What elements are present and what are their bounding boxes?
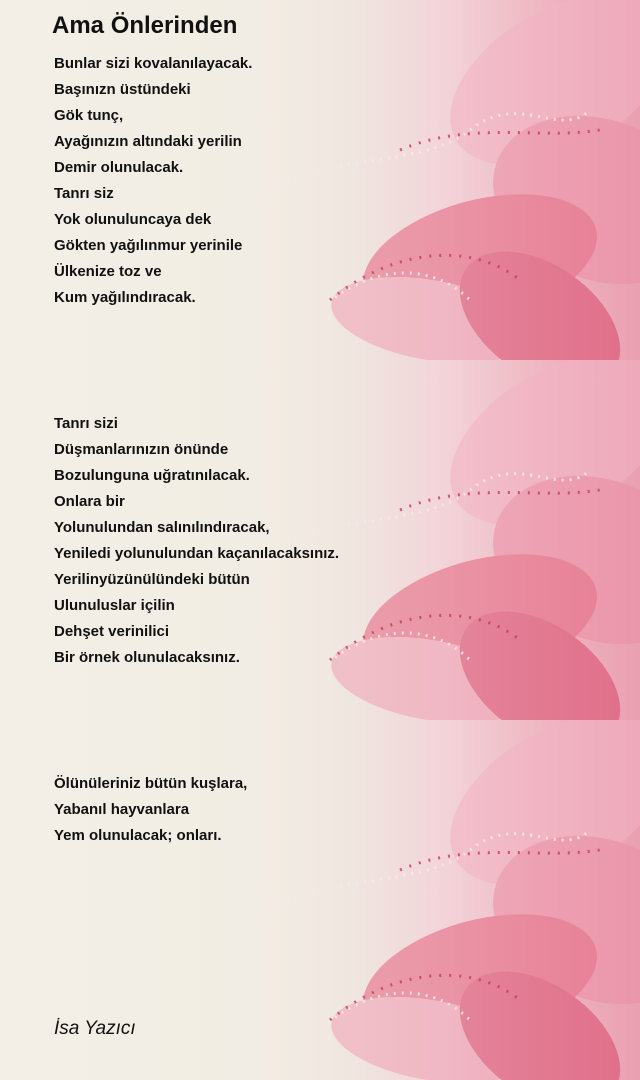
poem-line: Tanrı sizi [54,415,118,432]
poem-title: Ama Önlerinden [52,12,238,39]
poem-line: Başınızn üstündeki [54,81,191,98]
poem-line: Dehşet verinilici [54,623,170,640]
poem-line: Yeniledi yolunulundan kaçanılacaksınız. [54,545,340,562]
poem-line: Gökten yağılınmur yerinile [54,237,243,254]
poem-line: Yerilinyüzünülündeki bütün [54,571,250,588]
poem-line: Ülkenize toz ve [54,263,162,280]
poem-line: Yolunulundan salınılındıracak, [54,519,270,536]
poem-line: Gök tunç, [54,107,124,124]
poem-line: Onlara bir [54,493,125,510]
stanza-3 [54,771,247,849]
poem-line: Ölünüleriniz bütün kuşlara, [54,775,248,792]
poem-line: Bir örnek olunulacaksınız. [54,649,240,666]
poem-line: Yem olunulacak; onları. [54,827,222,844]
poem-line: Ayağınızın altındaki yerilin [54,133,242,150]
poem-line: Demir olunulacak. [54,159,184,176]
poem-line: Bozulunguna uğratınılacak. [54,467,250,484]
poem-line: Bunlar sizi kovalanılayacak. [54,55,253,72]
poem-line: Kum yağılındıracak. [54,289,196,306]
poem-line: Yabanıl hayvanlara [54,801,190,818]
poem-line: Ulunuluslar içilin [54,597,175,614]
stanza-1 [54,51,252,311]
poem-line: Yok olunuluncaya dek [54,211,212,228]
poem-line: Tanrı siz [54,185,114,202]
poem-author: İsa Yazıcı [54,1018,136,1039]
stanza-2 [54,411,339,671]
poem-line: Düşmanlarınızın önünde [54,441,229,458]
